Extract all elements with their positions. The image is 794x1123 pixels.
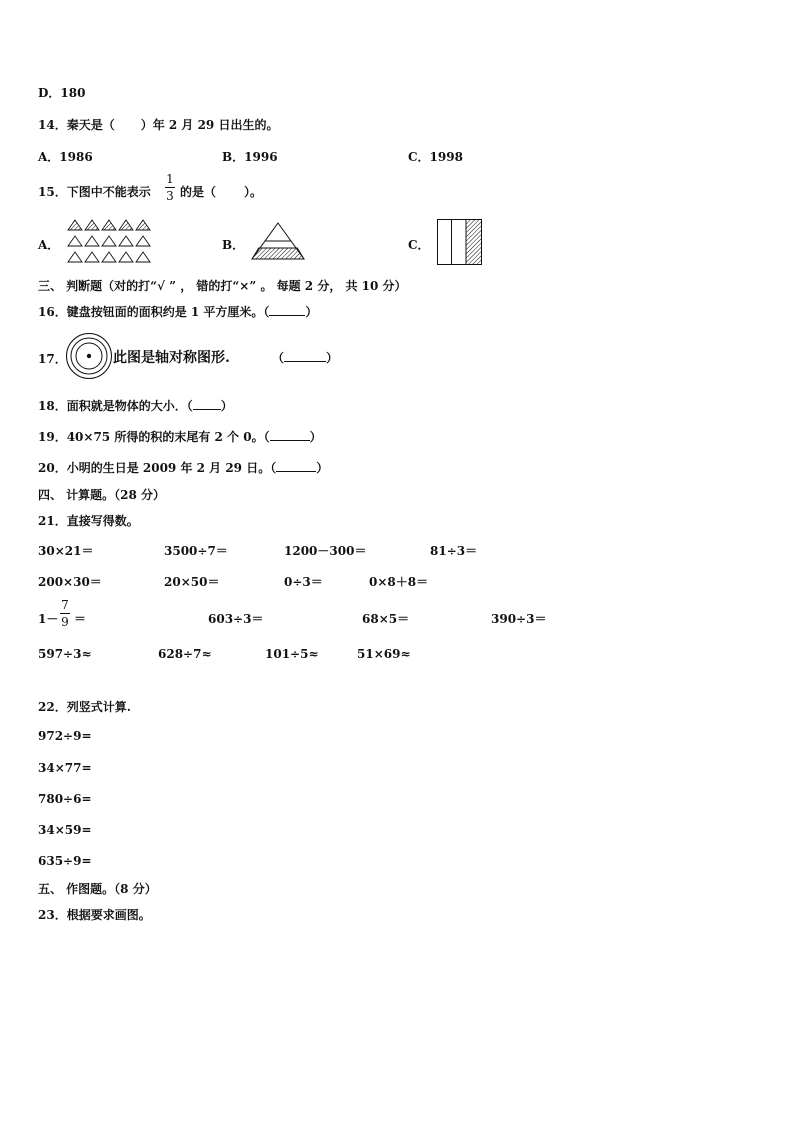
q17-close: ）: [326, 351, 339, 365]
calc-item-fraction-prefix: 1－: [38, 612, 59, 626]
vertical-calc-item: 780÷6=: [38, 792, 92, 806]
q15-option-b-label: B．: [222, 238, 245, 252]
section-3-title: 三、 判断题（对的打“√ ” ， 错的打“×” 。 每题 2 分， 共 10 分）: [38, 279, 407, 293]
q18-text: 18．面积就是物体的大小．（: [38, 399, 193, 413]
q15-stem-close: ）。: [244, 185, 263, 199]
q21-title: 21．直接写得数。: [38, 514, 139, 528]
q19-text: 19．40×75 所得的积的末尾有 2 个 0。（: [38, 430, 270, 444]
q19-answer-blank[interactable]: [270, 429, 310, 441]
q17-answer: [272, 349, 338, 366]
vertical-calc-item: 635÷9=: [38, 854, 92, 868]
q20-close: ）: [316, 461, 329, 475]
q15-frac-num: 1: [166, 172, 174, 186]
calc-item: 200×30＝: [38, 575, 102, 589]
q19-close: ）: [309, 430, 322, 444]
q20-text: 20．小明的生日是 2009 年 2 月 29 日。（: [38, 461, 277, 475]
q14-option-c: C．1998: [408, 150, 463, 164]
q18: [38, 397, 233, 414]
calc-item: 101÷5≈: [265, 647, 319, 661]
q19: [38, 428, 322, 445]
calc-item: 51×69≈: [357, 647, 411, 661]
section-4-title: 四、 计算题。（28 分）: [38, 488, 166, 502]
q20-answer-blank[interactable]: [276, 460, 316, 472]
q15-stem-mid: 的是（: [180, 185, 217, 199]
q15-fraction: [165, 172, 175, 203]
q17-concentric-circles-figure: [66, 333, 114, 381]
q17-answer-blank[interactable]: [284, 350, 326, 362]
calc-item: 68×5＝: [362, 612, 410, 626]
q14-stem-end: ）年 2 月 29 日出生的。: [140, 118, 279, 132]
vertical-calc-item: 34×59=: [38, 823, 92, 837]
calc-item: 3500÷7＝: [164, 544, 228, 558]
vertical-calc-item: 34×77=: [38, 761, 92, 775]
calc-frac-num: 7: [61, 598, 69, 612]
calc-item: 81÷3＝: [430, 544, 478, 558]
q13-option-d: D．180: [38, 86, 86, 100]
q15-stem-end: [180, 183, 262, 200]
q16: [38, 303, 317, 320]
calc-item: 628÷7≈: [158, 647, 212, 661]
calc-item: 390÷3＝: [491, 612, 547, 626]
q15-option-a-triangles-figure: [68, 219, 156, 263]
q17-text: 此图是轴对称图形.: [113, 350, 230, 366]
q15-option-c-rectangle-figure: [437, 219, 483, 265]
q14-option-b: B．1996: [222, 150, 278, 164]
q18-close: ）: [220, 399, 233, 413]
calc-frac-den: 9: [61, 615, 69, 629]
q17-open: （: [272, 351, 285, 365]
q14-option-a: A．1986: [38, 150, 93, 164]
q15-stem-start: 15．下图中不能表示: [38, 185, 151, 199]
calc-item: 597÷3≈: [38, 647, 92, 661]
q14-stem: [38, 116, 278, 133]
q15-frac-den: 3: [166, 189, 174, 203]
q17-number: 17．: [38, 352, 67, 366]
calc-item: 1200－300＝: [284, 544, 367, 558]
q15-option-b-pyramid-figure: [250, 222, 306, 260]
q16-text: 16．键盘按钮面的面积约是 1 平方厘米。（: [38, 305, 270, 319]
calc-item-fraction-equals: ＝: [74, 612, 87, 626]
q15-option-c-label: C．: [408, 238, 430, 252]
q23-title: 23．根据要求画图。: [38, 908, 151, 922]
q22-title: 22．列竖式计算.: [38, 700, 131, 714]
q16-close: ）: [305, 305, 318, 319]
section-5-title: 五、 作图题。（8 分）: [38, 882, 157, 896]
q15-option-a-label: A．: [38, 238, 60, 252]
vertical-calc-item: 972÷9=: [38, 729, 92, 743]
calc-item-fraction: [60, 598, 70, 629]
calc-item: 0÷3＝: [284, 575, 323, 589]
calc-item: 30×21＝: [38, 544, 94, 558]
calc-item: 603÷3＝: [208, 612, 264, 626]
q16-answer-blank[interactable]: [269, 304, 305, 316]
q18-answer-blank[interactable]: [193, 398, 221, 410]
q14-stem-start: 14．秦天是（: [38, 118, 115, 132]
q20: [38, 459, 328, 476]
calc-item: 0×8＋8＝: [369, 575, 429, 589]
calc-item: 20×50＝: [164, 575, 220, 589]
